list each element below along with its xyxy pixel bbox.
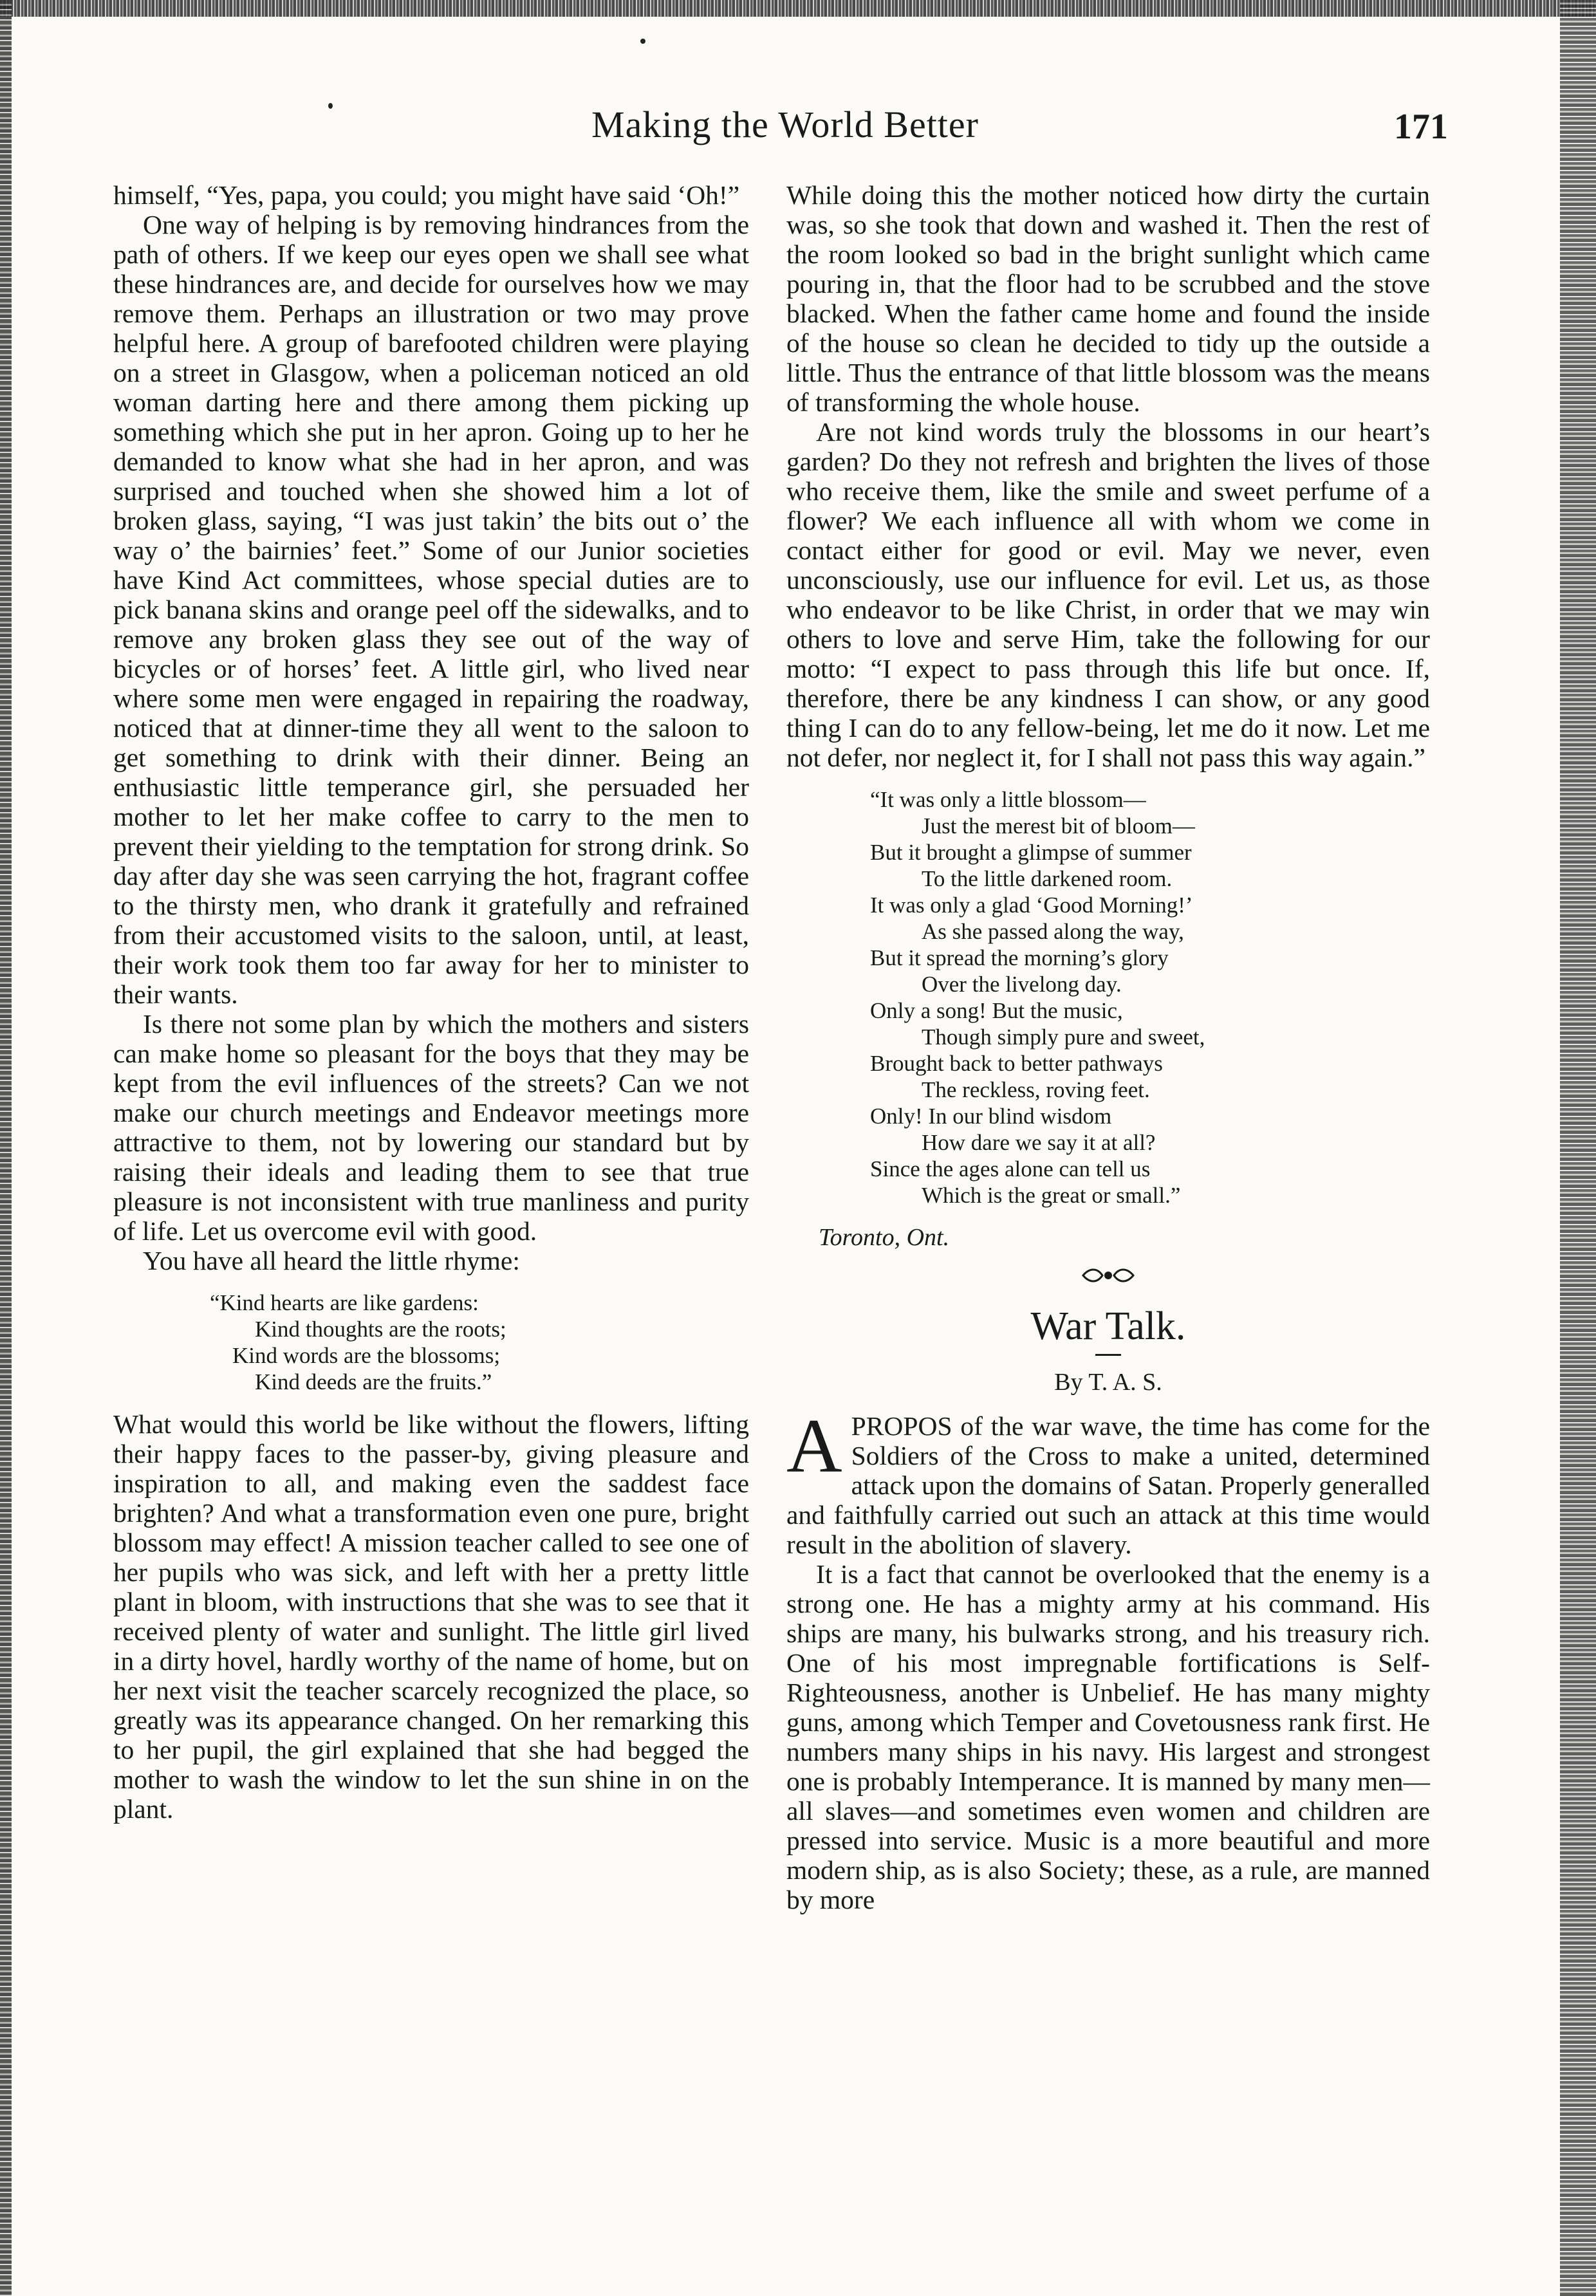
paragraph: While doing this the mother noticed how dirty the curtain was, so she took that down and washed it. Then the rest of the room looked so bad in the bright sunlight which came pouring in, that the floor had to be scrubbed and the stove blacked. When the father came home and found the inside of the house so clean he decided to tidy up the outside a little. Thus the entrance of that little blossom was the means of transforming the whole house. bbox=[786, 180, 1430, 417]
verse-line: But it brought a glimpse of summer bbox=[870, 840, 1192, 865]
verse-line: Brought back to better pathways bbox=[870, 1051, 1163, 1076]
verse-line: Kind deeds are the fruits.” bbox=[255, 1369, 492, 1394]
verse-line: Kind thoughts are the roots; bbox=[255, 1317, 506, 1342]
verse-line: But it spread the morning’s glory bbox=[870, 945, 1169, 970]
blossom-poem bbox=[786, 786, 1430, 1208]
article-opening-paragraph bbox=[786, 1403, 1430, 1559]
paragraph: Is there not some plan by which the mothers and sisters can make home so pleasant for the boys that they may be kept from the evil influences of the streets? Can we not make our church meetings and Endeavor meetings more attractive to them, not by lowering our standard but by raising their ideals and leading them to see that true pleasure is not inconsistent with true manliness and purity of life. Let us overcome evil with good. bbox=[113, 1009, 749, 1246]
verse-line: To the little darkened room. bbox=[922, 866, 1173, 891]
verse-line: Though simply pure and sweet, bbox=[922, 1024, 1205, 1050]
paragraph: It is a fact that cannot be overlooked that the enemy is a strong one. He has a mighty army at his command. His ships are many, his bulwarks strong, and his treasury rich. One of his most impregnable fortifications is Self-Righteousness, another is Unbelief. He has many mighty guns, among which Temper and Covetousness rank first. He numbers many ships in his navy. His largest and strongest one is probably Intemperance. It is manned by many men—all slaves—and sometimes even women and children are pressed into service. Music is a more beautiful and more modern ship, as is also Society; these, as a rule, are manned by more bbox=[786, 1559, 1430, 1914]
ink-speck bbox=[640, 39, 645, 44]
paragraph: Are not kind words truly the blossoms in our heart’s garden? Do they not refresh and brighten the lives of those who receive them, like the smile and sweet perfume of a flower? We each influence all with whom we come in contact either for good or evil. May we never, even unconsciously, use our influence for evil. Let us, as those who endeavor to be like Christ, in order that we may win others to love and serve Him, take the following for our motto: “I expect to pass through this life but once. If, therefore, there be any kindness I can show, or any good thing I can do to any fellow-being, let me do it now. Let me not defer, nor neglect it, for I shall not pass this way again.” bbox=[786, 417, 1430, 772]
section-ornament-icon bbox=[786, 1261, 1430, 1291]
verse-line: “Kind hearts are like gardens: bbox=[210, 1290, 479, 1315]
article-title: War Talk. bbox=[1030, 1304, 1186, 1348]
right-column bbox=[786, 180, 1430, 1914]
paragraph: himself, “Yes, papa, you could; you might have said ‘Oh!” bbox=[113, 180, 740, 210]
verse-line: Which is the great or small.” bbox=[922, 1183, 1181, 1208]
left-column bbox=[113, 180, 749, 1824]
verse-line: As she passed along the way, bbox=[922, 919, 1184, 944]
verse-line: Only! In our blind wisdom bbox=[870, 1104, 1112, 1129]
page-right-edge bbox=[1560, 0, 1596, 2296]
running-title: Making the World Better bbox=[591, 104, 979, 145]
verse-line: Kind words are the blossoms; bbox=[232, 1343, 501, 1368]
title-divider bbox=[1095, 1354, 1121, 1356]
poem-signoff: Toronto, Ont. bbox=[819, 1224, 950, 1251]
verse-line: Only a song! But the music, bbox=[870, 998, 1123, 1023]
verse-line: Over the livelong day. bbox=[922, 972, 1122, 997]
kind-hearts-rhyme bbox=[113, 1290, 749, 1395]
paragraph-text: PROPOS of the war wave, the time has come for the Soldiers of the Cross to make a united, determined attack upon the domains of Satan. Properly generalled and faithfully carried out such an attack at this time would result in the abolition of slavery. bbox=[786, 1411, 1430, 1559]
page-left-edge bbox=[0, 0, 12, 2296]
paragraph: What would this world be like without the flowers, lifting their happy faces to the passer-by, giving pleasure and inspiration to all, and making even the saddest face brighten? And what a transformation even one pure, bright blossom may effect! A mission teacher called to see one of her pupils who was sick, and left with her a pretty little plant in bloom, with instructions that she was to see that it received plenty of water and sunlight. The little girl lived in a dirty hovel, hardly worthy of the name of home, but on her next visit the teacher scarcely recognized the place, so greatly was its appearance changed. On her remarking this to her pupil, the girl explained that she had begged the mother to wash the window to let the sun shine in on the plant. bbox=[113, 1409, 749, 1824]
paragraph: You have all heard the little rhyme: bbox=[143, 1246, 520, 1275]
page-number: 171 bbox=[1394, 107, 1448, 147]
verse-line: It was only a glad ‘Good Morning!’ bbox=[870, 893, 1193, 918]
verse-line: Just the merest bit of bloom— bbox=[922, 813, 1195, 838]
verse-line: How dare we say it at all? bbox=[922, 1130, 1156, 1155]
verse-line: The reckless, roving feet. bbox=[922, 1077, 1150, 1102]
ink-speck bbox=[328, 103, 333, 109]
article-byline: By T. A. S. bbox=[1054, 1369, 1162, 1396]
paragraph: One way of helping is by removing hindrances from the path of others. If we keep our eyes open we shall see what these hindrances are, and decide for ourselves how we may remove them. Perhaps an illustration or two may prove helpful here. A group of barefooted children were playing on a street in Glasgow, when a policeman noticed an old woman darting here and there among them picking up something which she put in her apron. Going up to her he demanded to know what she had in her apron, and was surprised and touched when she showed him a lot of broken glass, saying, “I was just takin’ the bits out o’ the way o’ the bairnies’ feet.” Some of our Junior societies have Kind Act committees, whose special duties are to pick banana skins and orange peel off the sidewalks, and to remove any broken glass they see out of the way of bicycles or of horses’ feet. A little girl, who lived near where some men were engaged in repairing the roadway, noticed that at dinner-time they all went to the saloon to get something to drink with their dinner. Being an enthusiastic little temperance girl, she persuaded her mother to let her make coffee to carry to the men to prevent their yielding to the temptation for strong drink. So day after day she was seen carrying the hot, fragrant coffee to the thirsty men, who drank it gratefully and refrained from their accustomed visits to the saloon, until, at least, their work took them too far away for her to minister to their wants. bbox=[113, 210, 749, 1009]
verse-line: Since the ages alone can tell us bbox=[870, 1156, 1151, 1181]
verse-line: “It was only a little blossom— bbox=[870, 787, 1146, 812]
page-top-edge bbox=[0, 0, 1596, 17]
drop-cap: A bbox=[786, 1403, 842, 1488]
